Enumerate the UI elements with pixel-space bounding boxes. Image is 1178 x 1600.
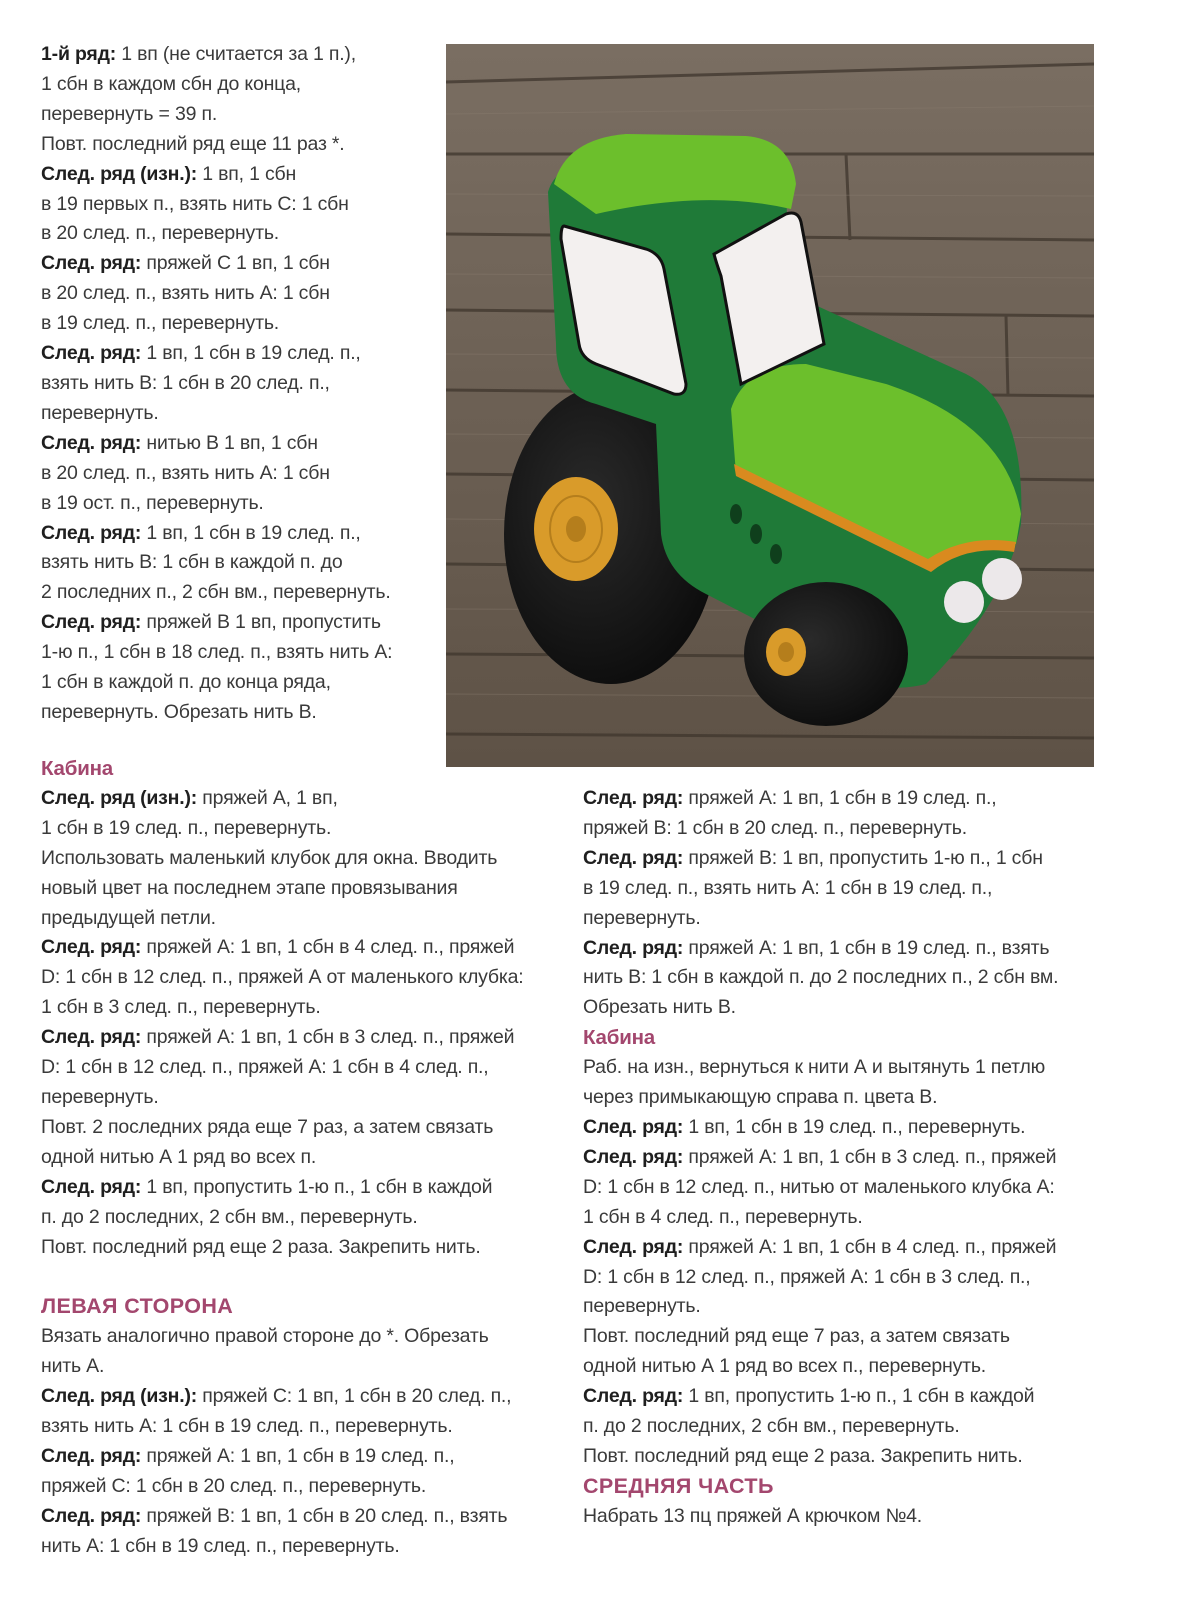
row-label: След. ряд (изн.): bbox=[41, 1385, 198, 1408]
text-line: взять нить А: 1 сбн в 19 след. п., перевернуть. bbox=[41, 1415, 453, 1438]
text-line: в 20 след. п., взять нить А: 1 сбн bbox=[41, 461, 330, 484]
row-label: След. ряд: bbox=[41, 1026, 142, 1049]
row-text: 1 вп, 1 сбн в 19 след. п., bbox=[141, 521, 361, 544]
text-line: перевернуть. Обрезать нить В. bbox=[41, 700, 317, 723]
text-line: в 20 след. п., взять нить А: 1 сбн bbox=[41, 282, 330, 305]
row-c2 bbox=[41, 933, 566, 963]
row-label: След. ряд: bbox=[41, 936, 142, 959]
text-line: п. до 2 последних, 2 сбн вм., перевернуть. bbox=[41, 1205, 418, 1228]
row-text: 1 вп, пропустить 1-ю п., 1 сбн в каждой bbox=[683, 1385, 1035, 1408]
row-text: пряжей А: 1 вп, 1 сбн в 19 след. п., bbox=[141, 1444, 455, 1467]
text-line: взять нить В: 1 сбн в каждой п. до bbox=[41, 551, 343, 574]
text-line: перевернуть. bbox=[583, 1295, 701, 1318]
row-text: пряжей А: 1 вп, 1 сбн в 3 след. п., пряжей bbox=[141, 1026, 515, 1049]
spacer bbox=[41, 1262, 566, 1292]
text-line: п. до 2 последних, 2 сбн вм., перевернуть. bbox=[583, 1415, 960, 1438]
text-line: через примыкающую справа п. цвета В. bbox=[583, 1086, 938, 1109]
text-line: D: 1 сбн в 12 след. п., пряжей А от маленького клубка: bbox=[41, 966, 524, 989]
text-line: 1 сбн в каждой п. до конца ряда, bbox=[41, 671, 331, 694]
row-label: След. ряд: bbox=[583, 1235, 684, 1258]
text-line: Использовать маленький клубок для окна. Вводить bbox=[41, 846, 498, 869]
row-k4 bbox=[583, 1382, 1108, 1412]
row-6 bbox=[41, 519, 441, 549]
row-label: След. ряд: bbox=[583, 846, 684, 869]
text-line: в 19 след. п., взять нить А: 1 сбн в 19 след. п., bbox=[583, 876, 993, 899]
row-4 bbox=[41, 339, 441, 369]
row-label: 1-й ряд: bbox=[41, 43, 117, 65]
row-text: нитью В 1 вп, 1 сбн bbox=[141, 431, 318, 454]
row-label: След. ряд: bbox=[41, 1175, 142, 1198]
text-line: в 19 ост. п., перевернуть. bbox=[41, 491, 264, 514]
text-line: взять нить В: 1 сбн в 20 след. п., bbox=[41, 371, 330, 394]
text-line: 1 сбн в 4 след. п., перевернуть. bbox=[583, 1205, 863, 1228]
text-line: 1-ю п., 1 сбн в 18 след. п., взять нить А: bbox=[41, 641, 393, 664]
text-line: 2 последних п., 2 сбн вм., перевернуть. bbox=[41, 581, 391, 604]
row-label: След. ряд (изн.): bbox=[41, 162, 198, 185]
text-line: нить В: 1 сбн в каждой п. до 2 последних п., 2 сбн вм. bbox=[583, 966, 1059, 989]
row-label: След. ряд: bbox=[583, 1115, 684, 1138]
text-line: Повт. последний ряд еще 11 раз *. bbox=[41, 132, 345, 155]
row-text: 1 вп (не считается за 1 п.), bbox=[116, 43, 356, 65]
row-text: 1 вп, 1 сбн bbox=[197, 162, 297, 185]
text-line: Обрезать нить В. bbox=[583, 996, 736, 1019]
text-line: пряжей В: 1 сбн в 20 след. п., перевернуть. bbox=[583, 816, 967, 839]
row-label: След. ряд: bbox=[41, 431, 142, 454]
row-label: След. ряд: bbox=[41, 252, 142, 275]
row-text: 1 вп, 1 сбн в 19 след. п., bbox=[141, 342, 361, 365]
row-s1 bbox=[41, 1382, 566, 1412]
text-line: 1 сбн в 19 след. п., перевернуть. bbox=[41, 816, 332, 839]
row-k1 bbox=[583, 1113, 1108, 1143]
row-label: След. ряд: bbox=[41, 521, 142, 544]
row-s3 bbox=[41, 1502, 566, 1532]
row-1 bbox=[41, 40, 441, 70]
row-label: След. ряд: bbox=[583, 1385, 684, 1408]
row-text: пряжей А: 1 вп, 1 сбн в 19 след. п., bbox=[683, 787, 997, 809]
row-5 bbox=[41, 429, 441, 459]
row-k2 bbox=[583, 1143, 1108, 1173]
row-3 bbox=[41, 249, 441, 279]
text-line: в 19 след. п., перевернуть. bbox=[41, 312, 280, 335]
row-s2 bbox=[41, 1442, 566, 1472]
text-line: в 19 первых п., взять нить С: 1 сбн bbox=[41, 192, 349, 215]
row-c3 bbox=[41, 1023, 566, 1053]
text-line: 1 сбн в каждом сбн до конца, bbox=[41, 72, 301, 95]
row-c1 bbox=[41, 784, 566, 814]
row-label: След. ряд: bbox=[41, 342, 142, 365]
row-label: След. ряд: bbox=[583, 936, 684, 959]
row-label: След. ряд: bbox=[41, 611, 142, 634]
row-label: След. ряд (изн.): bbox=[41, 786, 198, 809]
text-line: 1 сбн в 3 след. п., перевернуть. bbox=[41, 996, 321, 1019]
section-heading-cabin: Кабина bbox=[41, 757, 114, 780]
row-text: пряжей А: 1 вп, 1 сбн в 3 след. п., пряжей bbox=[683, 1145, 1057, 1168]
row-text: пряжей В: 1 вп, пропустить 1-ю п., 1 сбн bbox=[683, 846, 1043, 869]
text-line: Повт. последний ряд еще 7 раз, а затем связать bbox=[583, 1325, 1010, 1348]
row-text: пряжей С 1 вп, 1 сбн bbox=[141, 252, 330, 275]
text-line: в 20 след. п., перевернуть. bbox=[41, 222, 280, 245]
row-text: пряжей А: 1 вп, 1 сбн в 19 след. п., взять bbox=[683, 936, 1050, 959]
row-text: пряжей А: 1 вп, 1 сбн в 4 след. п., пряжей bbox=[683, 1235, 1057, 1258]
row-text: пряжей В: 1 вп, 1 сбн в 20 след. п., взять bbox=[141, 1504, 508, 1527]
tractor-photo bbox=[446, 44, 1094, 767]
row-text: 1 вп, пропустить 1-ю п., 1 сбн в каждой bbox=[141, 1175, 493, 1198]
text-line: D: 1 сбн в 12 след. п., пряжей А: 1 сбн в 3 след. п., bbox=[583, 1265, 1031, 1288]
tractor-illustration bbox=[446, 44, 1094, 767]
row-a2 bbox=[583, 844, 1108, 874]
row-label: След. ряд: bbox=[41, 1504, 142, 1527]
text-line: Повт. последний ряд еще 2 раза. Закрепить нить. bbox=[41, 1235, 481, 1258]
left-column-bottom bbox=[41, 754, 566, 1562]
row-text: пряжей А, 1 вп, bbox=[197, 786, 338, 809]
text-line: перевернуть = 39 п. bbox=[41, 102, 218, 125]
text-line: пряжей С: 1 сбн в 20 след. п., перевернуть. bbox=[41, 1474, 427, 1497]
row-text: пряжей В 1 вп, пропустить bbox=[141, 611, 381, 634]
text-line: одной нитью А 1 ряд во всех п. bbox=[41, 1145, 317, 1168]
left-column-top bbox=[41, 40, 441, 728]
row-a3 bbox=[583, 934, 1108, 964]
row-7 bbox=[41, 608, 441, 638]
row-label: След. ряд: bbox=[41, 1444, 142, 1467]
text-line: предыдущей петли. bbox=[41, 906, 216, 929]
row-c4 bbox=[41, 1173, 566, 1203]
text-line: перевернуть. bbox=[583, 906, 701, 929]
row-label: След. ряд: bbox=[583, 787, 684, 809]
row-k3 bbox=[583, 1233, 1108, 1263]
text-line: нить А: 1 сбн в 19 след. п., перевернуть. bbox=[41, 1534, 400, 1557]
text-line: Повт. 2 последних ряда еще 7 раз, а затем связать bbox=[41, 1115, 494, 1138]
headlight-right bbox=[982, 558, 1022, 600]
text-line: Набрать 13 пц пряжей А крючком №4. bbox=[583, 1504, 923, 1527]
text-line: Повт. последний ряд еще 2 раза. Закрепить нить. bbox=[583, 1444, 1023, 1467]
row-2 bbox=[41, 160, 441, 190]
row-a1 bbox=[583, 784, 1108, 814]
row-text: 1 вп, 1 сбн в 19 след. п., перевернуть. bbox=[683, 1115, 1026, 1138]
text-line: одной нитью А 1 ряд во всех п., перевернуть. bbox=[583, 1355, 987, 1378]
text-line: D: 1 сбн в 12 след. п., пряжей А: 1 сбн в 4 след. п., bbox=[41, 1056, 489, 1079]
row-label: След. ряд: bbox=[583, 1145, 684, 1168]
text-line: новый цвет на последнем этапе провязывания bbox=[41, 876, 458, 899]
right-column-bottom bbox=[583, 784, 1108, 1532]
text-line: Вязать аналогично правой стороне до *. Обрезать bbox=[41, 1325, 489, 1348]
section-heading-middle-part: СРЕДНЯЯ ЧАСТЬ bbox=[583, 1473, 774, 1498]
section-heading-left-side: ЛЕВАЯ СТОРОНА bbox=[41, 1294, 234, 1319]
text-line: перевернуть. bbox=[41, 401, 159, 424]
section-heading-cabin: Кабина bbox=[583, 1026, 656, 1050]
headlight-left bbox=[944, 581, 984, 623]
row-text: пряжей А: 1 вп, 1 сбн в 4 след. п., пряжей bbox=[141, 936, 515, 959]
text-line: Раб. на изн., вернуться к нити А и вытянуть 1 петлю bbox=[583, 1056, 1046, 1079]
text-line: D: 1 сбн в 12 след. п., нитью от маленького клубка А: bbox=[583, 1175, 1055, 1198]
text-line: нить А. bbox=[41, 1355, 105, 1378]
row-text: пряжей С: 1 вп, 1 сбн в 20 след. п., bbox=[197, 1385, 512, 1408]
text-line: перевернуть. bbox=[41, 1085, 159, 1108]
